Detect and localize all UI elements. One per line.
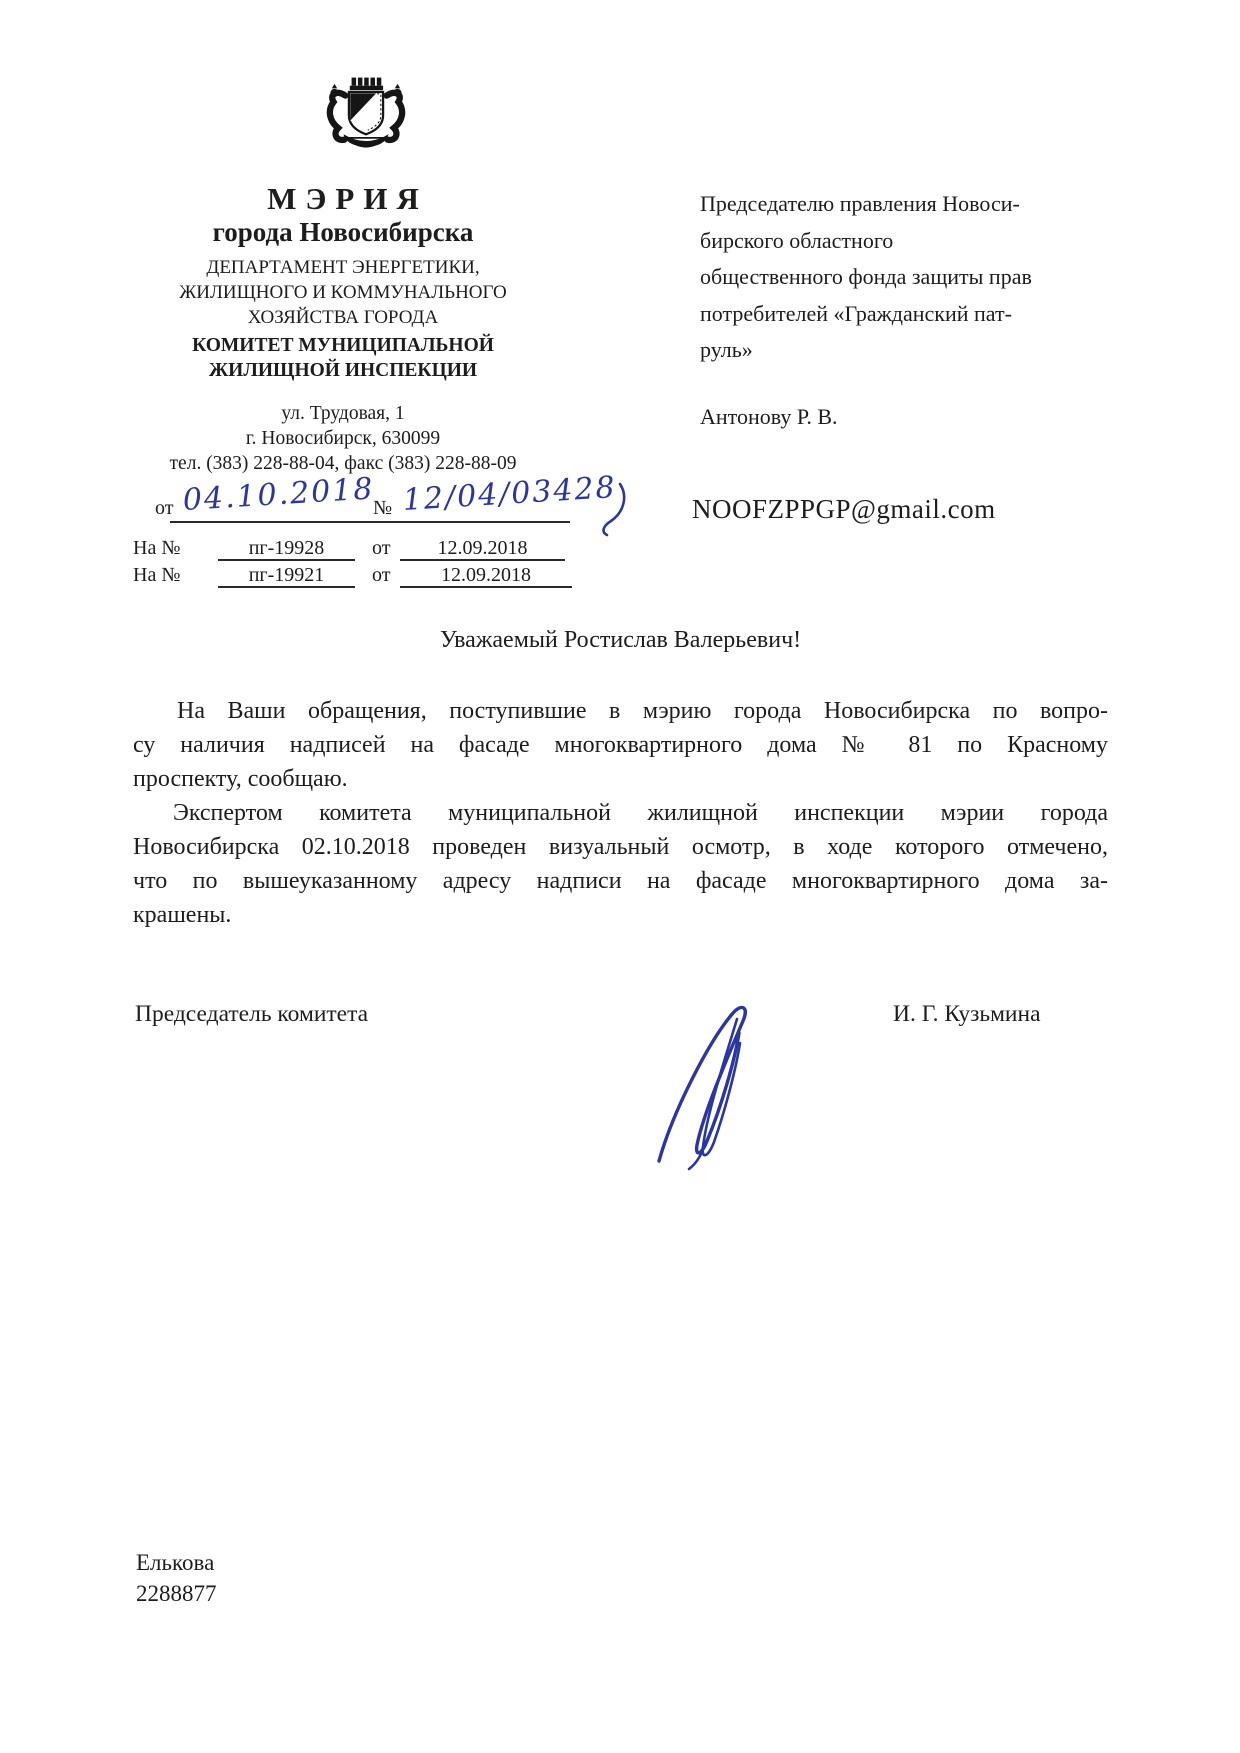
department-line: ЖИЛИЩНОГО И КОММУНАЛЬНОГО	[179, 282, 507, 303]
body-line: На Ваши обращения, поступившие в мэрию города Новосибирска по вопро-	[177, 698, 1108, 724]
salutation: Уважаемый Ростислав Валерьевич!	[439, 627, 802, 653]
org-contact-block	[123, 401, 563, 476]
ref2-number: пг-19921	[218, 564, 355, 588]
department-line: ДЕПАРТАМЕНТ ЭНЕРГЕТИКИ,	[206, 257, 480, 278]
executor-phone: 2288877	[136, 1581, 217, 1606]
paragraph-2	[133, 796, 1108, 932]
addressee-line: общественного фонда защиты прав	[700, 264, 1032, 289]
ink-flourish	[598, 480, 628, 538]
body-line: что по вышеуказанному адресу надписи на фасаде многоквартирного дома за-	[133, 868, 1108, 894]
body-line: Экспертом комитета муниципальной жилищной инспекции мэрии города	[173, 800, 1108, 826]
outgoing-date-handwritten: 04.10.2018	[181, 471, 376, 518]
addressee-line: руль»	[700, 337, 753, 362]
body-line: Новосибирска 02.10.2018 проведен визуальный осмотр, в ходе которого отмечено,	[133, 834, 1108, 860]
ref1-number: пг-19928	[218, 537, 355, 561]
ref1-date: 12.09.2018	[400, 537, 565, 561]
ref2-from-label: от	[372, 564, 391, 586]
body-line: крашены.	[133, 902, 232, 928]
department-line: ХОЗЯЙСТВА ГОРОДА	[247, 307, 439, 328]
outgoing-number-underline	[405, 521, 570, 523]
org-city: города Новосибирска	[212, 217, 474, 247]
signer-title: Председатель комитета	[135, 1001, 369, 1027]
addressee-line: Председателю правления Новоси-	[700, 191, 1020, 216]
outgoing-number-handwritten: 12/04/03428	[401, 470, 618, 518]
addressee-line: потребителей «Гражданский пат-	[700, 300, 1012, 326]
outgoing-from-label: от	[155, 497, 174, 519]
committee-line: ЖИЛИЩНОЙ ИНСПЕКЦИИ	[208, 360, 478, 381]
paragraph-1	[133, 694, 1108, 796]
signature-ink	[645, 993, 785, 1171]
committee-line: КОМИТЕТ МУНИЦИПАЛЬНОЙ	[192, 335, 494, 356]
addressee-name: Антонову Р. В.	[700, 404, 838, 429]
org-title: МЭРИЯ	[267, 181, 428, 216]
addressee-block	[700, 186, 1112, 369]
outgoing-date-underline	[170, 521, 413, 523]
ref2-label: На №	[133, 564, 181, 586]
addressee-email: NOOFZPPGP@gmail.com	[692, 494, 996, 524]
executor-block	[136, 1547, 217, 1609]
committee-name	[123, 333, 563, 383]
novosibirsk-coat-of-arms-icon	[321, 74, 411, 164]
addressee-line: бирского областного	[700, 227, 894, 253]
body-line: проспекту, сообщаю.	[133, 766, 348, 792]
phone-fax-line: тел. (383) 228-88-04, факс (383) 228-88-09	[169, 453, 517, 474]
outgoing-number-label: №	[373, 497, 393, 519]
executor-name: Елькова	[136, 1550, 215, 1575]
ref1-label: На №	[133, 537, 181, 559]
city-postcode: г. Новосибирск, 630099	[245, 428, 441, 449]
signer-name: И. Г. Кузьмина	[893, 1001, 1041, 1027]
ref1-from-label: от	[372, 537, 391, 559]
street-address: ул. Трудовая, 1	[281, 403, 405, 424]
body-line: су наличия надписей на фасаде многоквартирного дома № 81 по Красному	[133, 732, 1108, 758]
department-name	[123, 255, 563, 330]
ref2-date: 12.09.2018	[400, 564, 572, 588]
